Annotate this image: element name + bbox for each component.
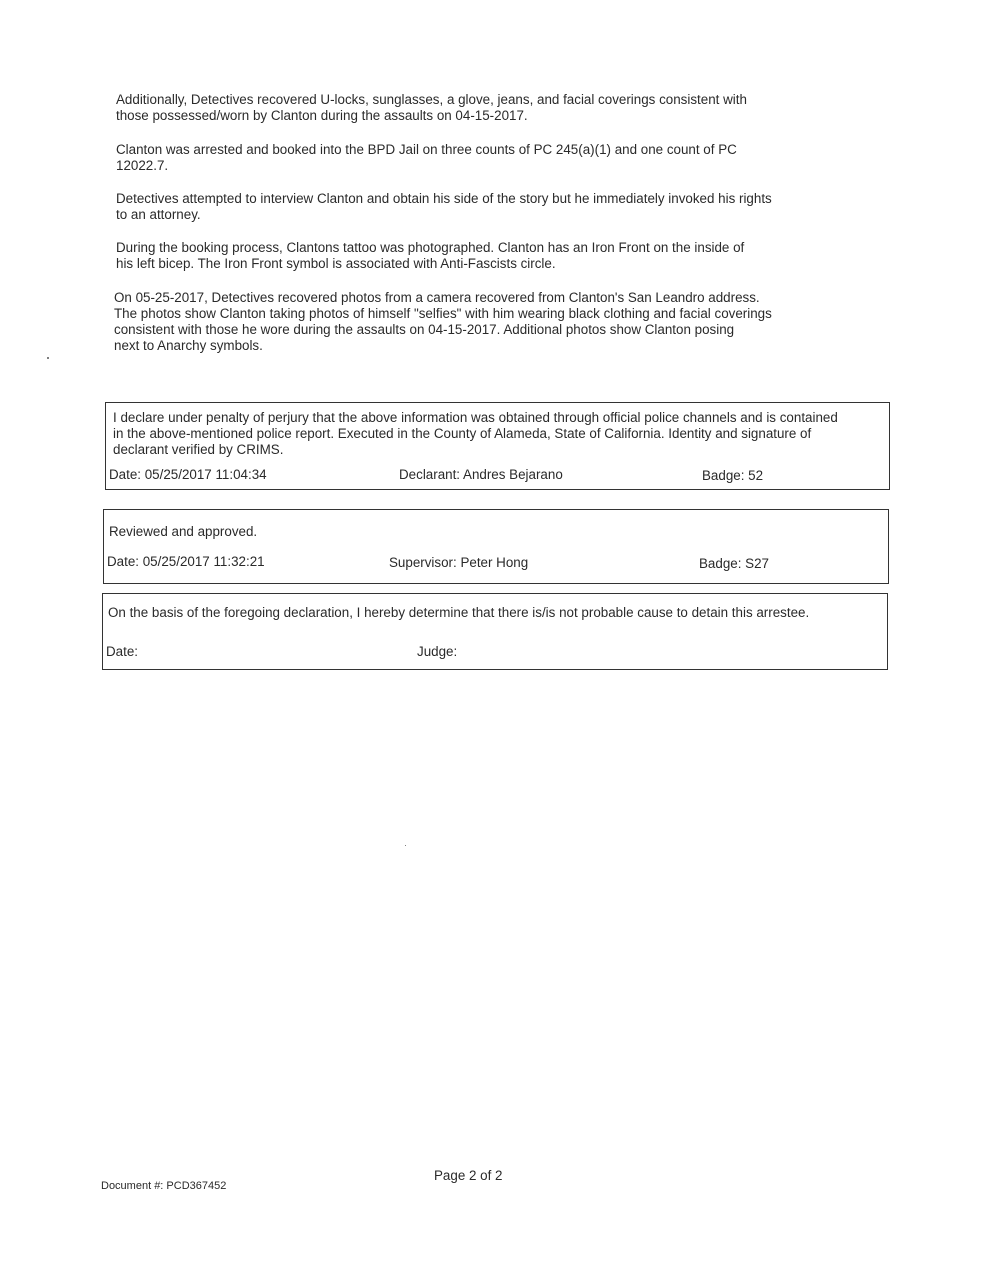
paragraph-recovered-items: Additionally, Detectives recovered U-locks, sunglasses, a glove, jeans, and facial coverings consistent with those possessed/worn by Clanton during the assaults on 04-15-2017. — [116, 92, 747, 123]
declarant-name: Declarant: Andres Bejarano — [399, 467, 563, 482]
determination-statement: On the basis of the foregoing declaration, I hereby determine that there is/is not probable cause to detain this arrestee. — [108, 605, 810, 620]
paragraph-tattoo: During the booking process, Clantons tattoo was photographed. Clanton has an Iron Front on the inside of his left bicep. The Iron Front symbol is associated with Anti-Fascists circle. — [116, 240, 745, 271]
declaration-statement: I declare under penalty of perjury that the above information was obtained through official police channels and is contained in the above-mentioned police report. Executed in the County of Alameda, State of California. Identity and signature of declarant verified by CRIMS. — [113, 410, 838, 457]
judge-label: Judge: — [417, 644, 458, 659]
determination-box — [102, 593, 888, 670]
scan-speck — [405, 845, 406, 846]
document-number: Document #: PCD367452 — [101, 1180, 227, 1192]
determination-date: Date: — [106, 644, 139, 659]
review-date: Date: 05/25/2017 11:32:21 — [107, 554, 265, 569]
supervisor-name: Supervisor: Peter Hong — [389, 555, 529, 570]
declaration-box — [105, 402, 890, 490]
review-box — [103, 509, 889, 584]
declaration-date: Date: 05/25/2017 11:04:34 — [109, 467, 267, 482]
paragraph-photos: On 05-25-2017, Detectives recovered photos from a camera recovered from Clanton's San Leandro address. The photos show Clanton taking photos of himself "selfies" with him wearing black clothing and facial coverings consistent with those he wore during the assaults on 04-15-2017. Additional photos show Clanton posing next to Anarchy symbols. — [114, 290, 772, 353]
paragraph-interview: Detectives attempted to interview Clanton and obtain his side of the story but he immediately invoked his rights to an attorney. — [116, 191, 772, 222]
declarant-badge: Badge: 52 — [702, 468, 764, 483]
paragraph-arrest: Clanton was arrested and booked into the BPD Jail on three counts of PC 245(a)(1) and one count of PC 12022.7. — [116, 142, 737, 173]
supervisor-badge: Badge: S27 — [699, 556, 769, 571]
page-number: Page 2 of 2 — [434, 1168, 503, 1183]
scan-speck — [47, 357, 49, 359]
review-statement: Reviewed and approved. — [109, 524, 258, 539]
